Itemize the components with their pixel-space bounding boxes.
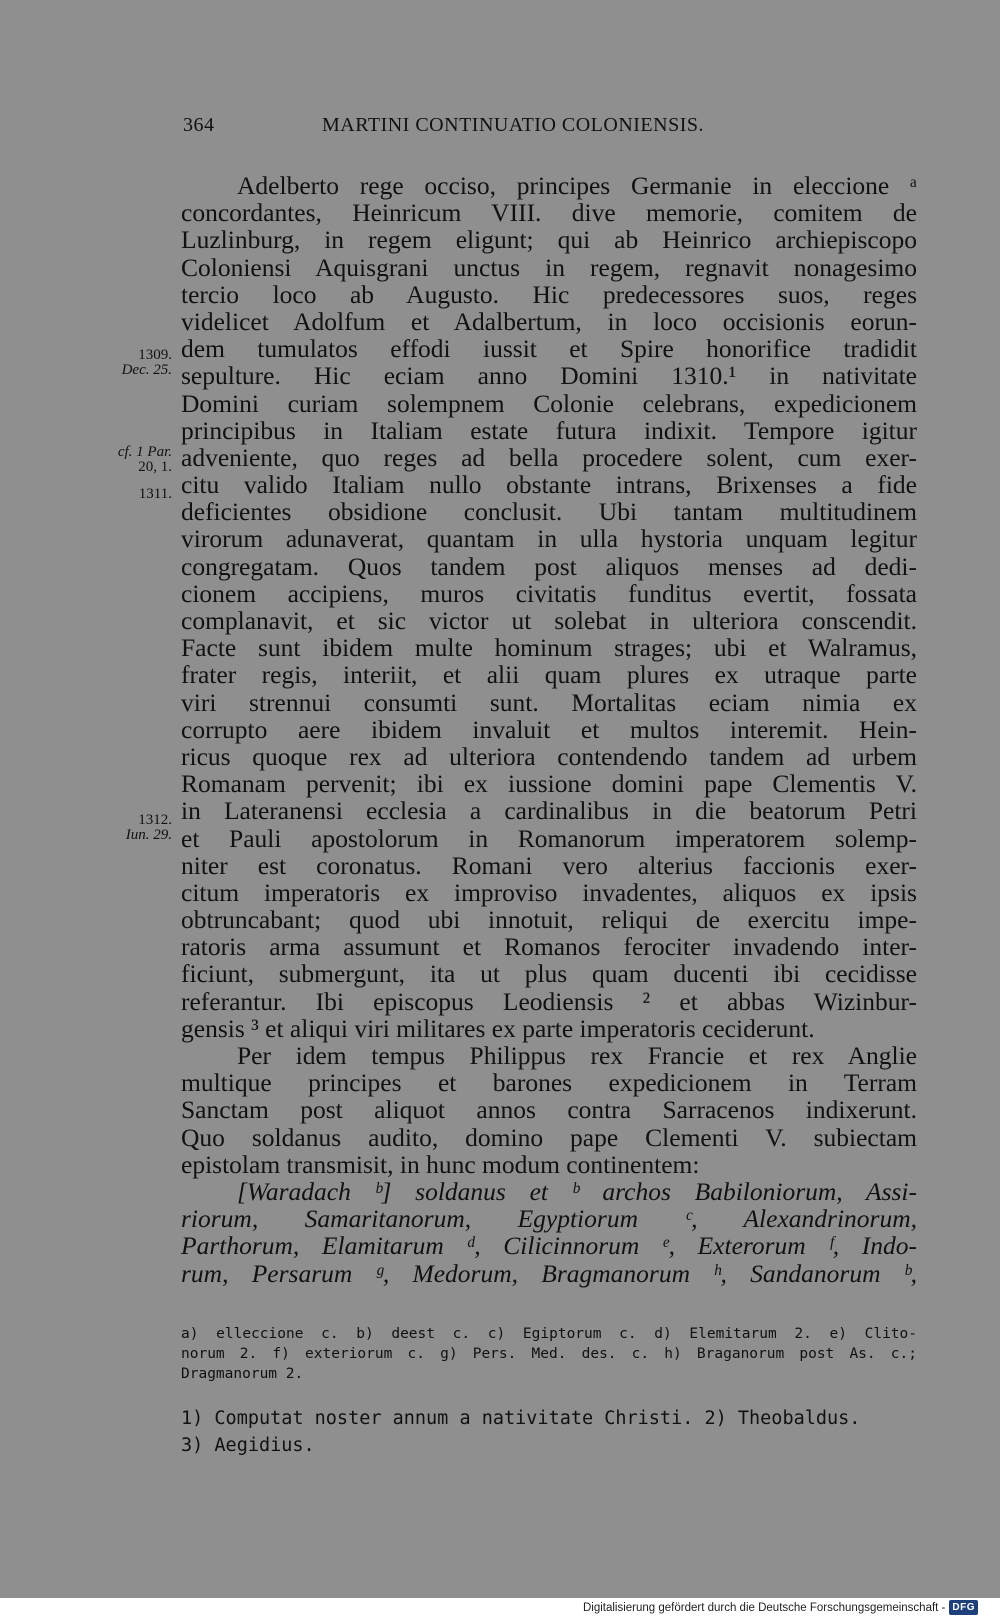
footnote-line: 3) Aegidius. [181, 1435, 315, 1456]
text-line: Romanam pervenit; ibi ex iussione domini pape Clementis V. [181, 769, 917, 799]
text-line: Per idem tempus Philippus rex Francie et rex Anglie [237, 1041, 917, 1070]
margin-note-ref-book: cf. 1 Par. [117, 444, 172, 460]
text-line: gensis ³ et aliqui viri militares ex parte imperatoris ceciderunt. [181, 1013, 815, 1043]
margin-note-date [126, 813, 172, 843]
text-line: frater regis, interiit, et alii quam plures ex utraque parte [181, 660, 917, 690]
margin-note-day: Dec. 25. [121, 362, 172, 378]
letter-line: riorum, Samaritanorum, Egyptiorum ᶜ, Alexandrinorum, [181, 1204, 917, 1234]
text-line: dem tumulatos effodi iussit et Spire honorifice tradidit [181, 334, 917, 364]
text-line: ficiunt, submergunt, ita ut plus quam ducenti ibi cecidisse [181, 959, 917, 989]
text-line: tercio loco ab Augusto. Hic predecessores suos, reges [181, 279, 917, 309]
text-line: referantur. Ibi episcopus Leodiensis ² et abbas Wizinbur- [181, 986, 917, 1016]
text-line: Domini curiam solempnem Colonie celebrans, expedicionem [181, 388, 917, 418]
dfg-logo: DFG [949, 1600, 978, 1615]
text-line: deficientes obsidione conclusit. Ubi tantam multitudinem [181, 497, 917, 527]
text-line: citu valido Italiam nullo obstante intrans, Brixenses a fide [181, 470, 917, 500]
text-line: congregatam. Quos tandem post aliquos menses ad dedi- [181, 551, 917, 581]
text-line: epistolam transmisit, in hunc modum continentem: [181, 1149, 700, 1179]
text-line: niter est coronatus. Romani vero alterius faccionis exer- [181, 850, 917, 880]
margin-note-year: 1311. [138, 486, 172, 502]
text-line: et Pauli apostolorum in Romanorum imperatorem solemp- [181, 823, 917, 853]
digitization-credit [583, 1600, 978, 1615]
text-line: Facte sunt ibidem multe hominum strages; ubi et Walramus, [181, 633, 917, 663]
text-line: adveniente, quo reges ad bella procedere solent, cum exer- [181, 442, 917, 472]
text-line: sepulture. Hic eciam anno Domini 1310.¹ in nativitate [181, 361, 917, 391]
text-line: multique principes et barones expedicionem in Terram [181, 1068, 917, 1098]
text-line: cionem accipiens, muros civitatis funditus evertit, fossata [181, 578, 917, 608]
margin-note-reference [118, 445, 172, 475]
page-number: 364 [183, 114, 215, 136]
text-line: concordantes, Heinricum VIII. dive memorie, comitem de [181, 198, 917, 228]
text-line: Adelberto rege occiso, principes Germanie in eleccione ᵃ [237, 171, 917, 200]
credit-text: Digitalisierung gefördert durch die Deutsche Forschungsgemeinschaft - [582, 1601, 946, 1614]
text-line: complanavit, et sic victor ut solebat in ulteriora conscendit. [181, 606, 917, 635]
main-text [181, 172, 917, 1287]
text-line: ratoris arma assumunt et Romanos ferociter invadendo inter- [181, 932, 917, 962]
letter-line: Parthorum, Elamitarum ᵈ, Cilicinnorum ᵉ, Exterorum ᶠ, Indo- [181, 1231, 917, 1261]
text-line: Coloniensi Aquisgrani unctus in regem, regnavit nonagesimo [181, 252, 917, 282]
margin-note-date [139, 487, 172, 502]
text-line: videlicet Adolfum et Adalbertum, in loco occisionis eorun- [181, 306, 917, 336]
text-line: viri strennui consumti sunt. Mortalitas eciam nimia ex [181, 687, 917, 717]
footnote-line: a) elleccione c. b) deest c. c) Egiptorum c. d) Elemitarum 2. e) Clito- [181, 1326, 917, 1342]
letter-line: [Waradach ᵇ] soldanus et ᵇ archos Babiloniorum, Assi- [237, 1176, 917, 1206]
margin-note-year: 1312. [138, 812, 172, 828]
margin-note-day: Iun. 29. [125, 827, 172, 843]
text-line: Quo soldanus audito, domino pape Clementi V. subiectam [181, 1122, 917, 1152]
margin-note-date [122, 348, 172, 378]
apparatus-footnotes [181, 1324, 917, 1384]
text-line: ricus quoque rex ad ulteriora contendendo tandem ad urbem [181, 741, 917, 771]
text-line: virorum adunaverat, quantam in ulla hystoria unquam legitur [181, 524, 917, 554]
text-line: citum imperatoris ex improviso invadentes, aliquos ex ipsis [181, 877, 917, 907]
page-header [183, 114, 909, 144]
text-line: principibus in Italiam estate futura indixit. Tempore igitur [181, 415, 917, 445]
margin-note-year: 1309. [138, 347, 172, 363]
author-footnotes [181, 1405, 917, 1459]
footnote-line: norum 2. f) exteriorum c. g) Pers. Med. des. c. h) Braganorum post As. c.; [181, 1346, 917, 1362]
text-line: Luzlinburg, in regem eligunt; qui ab Heinrico archiepiscopo [181, 225, 917, 255]
text-line: Sanctam post aliquot annos contra Sarracenos indixerunt. [181, 1095, 917, 1125]
footnote-line: Dragmanorum 2. [181, 1366, 304, 1382]
running-title: MARTINI CONTINUATIO COLONIENSIS. [322, 114, 704, 136]
text-line: obtruncabant; quod ubi innotuit, reliqui de exercitu impe- [181, 905, 917, 935]
margin-note-ref-verse: 20, 1. [138, 459, 172, 475]
footnote-line: 1) Computat noster annum a nativitate Christi. 2) Theobaldus. [181, 1408, 861, 1429]
letter-line: rum, Persarum ᵍ, Medorum, Bragmanorum ʰ, Sandanorum ᵇ, [181, 1258, 917, 1288]
text-line: in Lateranensi ecclesia a cardinalibus in die beatorum Petri [181, 796, 917, 826]
text-line: corrupto aere ibidem invaluit et multos interemit. Hein- [181, 714, 917, 744]
